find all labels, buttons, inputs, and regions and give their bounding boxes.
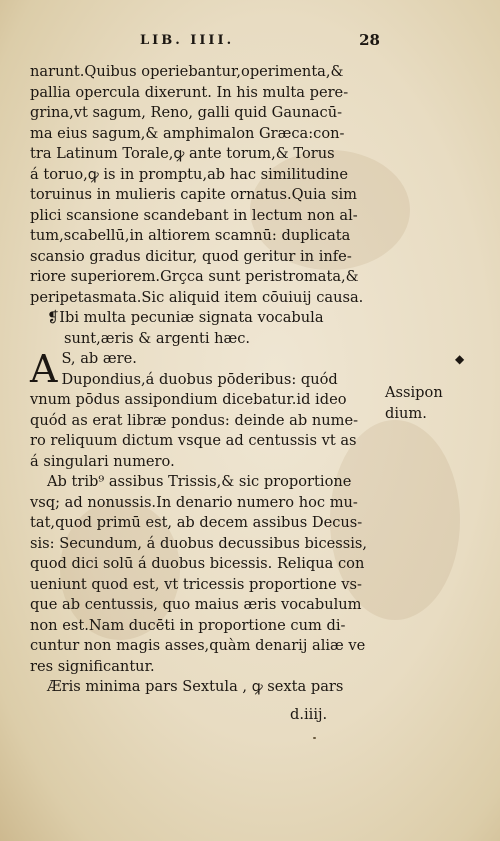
paragraph-as-body [30,370,380,698]
text-line: scansio gradus dicitur, quod geritur in infe- [30,247,352,265]
text-line: sunt,æris & argenti hæc. [64,329,251,347]
text-line: tra Latinum Torale,ꝙ ante torum,& Torus [30,145,335,162]
ink-speck [313,737,316,739]
text-line: ❡Ibi multa pecuniæ signata vocabula [47,309,324,326]
main-text-block [30,62,380,698]
text-line: ma eius sagum,& amphimalon Græca:con- [30,124,345,142]
text-line: vnum pōdus assipondium dicebatur.id ideo [30,391,347,408]
text-line: pallia opercula dixerunt. In his multa pere- [30,83,349,101]
text-line: quod dici solū á duobus bicessis. Reliqua con [30,555,365,572]
marginal-mark: ◆ [455,352,465,366]
text-line: sis: Secundum, á duobus decussibus bicessis, [30,534,368,552]
text-line: res significantur. [30,657,155,675]
text-line: Æris minima pars Sextula , ꝙ sexta pars [47,678,344,695]
text-line: toruinus in mulieris capite ornatus.Quia sim [30,186,357,203]
folio-number: 28 [359,31,380,49]
text-line: plici scansione scandebant in lectum non al- [30,206,358,224]
marginal-note-line: dium. [385,404,427,422]
text-line: que ab centussis, quo maius æris vocabulum [30,596,362,613]
running-title: LIB. IIII. [140,33,235,48]
text-line: tat,quod primū est, ab decem assibus Decus- [30,514,363,531]
text-line: Ab trib⁹ assibus Trissis,& sic proportione [47,473,352,490]
text-line: quód as erat libræ pondus: deinde ab nume- [30,411,359,429]
paragraph-1 [30,62,380,308]
signature-mark: d.iiij. [290,706,328,723]
text-line: riore superiorem.Grçca sunt peristromata,& [30,268,359,285]
text-line: narunt.Quibus operiebantur,operimenta,& [30,63,344,80]
running-header [140,33,380,48]
text-line: peripetasmata.Sic aliquid item cōuiuij causa. [30,288,364,306]
text-line: á toruo,ꝙ is in promptu,ab hac similitudine [30,165,348,183]
text-line: Dupondius,á duobus pōderibus: quód [61,370,338,388]
text-line: á singulari numero. [30,452,175,470]
marginal-note-line: Assipon [385,384,443,401]
text-line: cuntur non magis asses,quàm denarij aliæ ve [30,637,366,654]
paragraph-as [30,349,380,698]
text-line: vsq; ad nonussis.In denario numero hoc mu- [30,493,358,511]
drop-initial: A [30,347,58,391]
text-line: tum,scabellū,in altiorem scamnū: duplicata [30,227,351,244]
text-line: ro reliquum dictum vsque ad centussis vt as [30,432,357,449]
text-line: ueniunt quod est, vt tricessis proportione vs- [30,575,362,593]
marginal-note [385,383,485,424]
text-line: grina,vt sagum, Reno, galli quid Gaunacū- [30,104,343,121]
paragraph-heading [30,308,380,349]
text-line: non est.Nam ducēti in proportione cum di- [30,616,346,634]
text-line: S, ab ære. [61,350,137,367]
